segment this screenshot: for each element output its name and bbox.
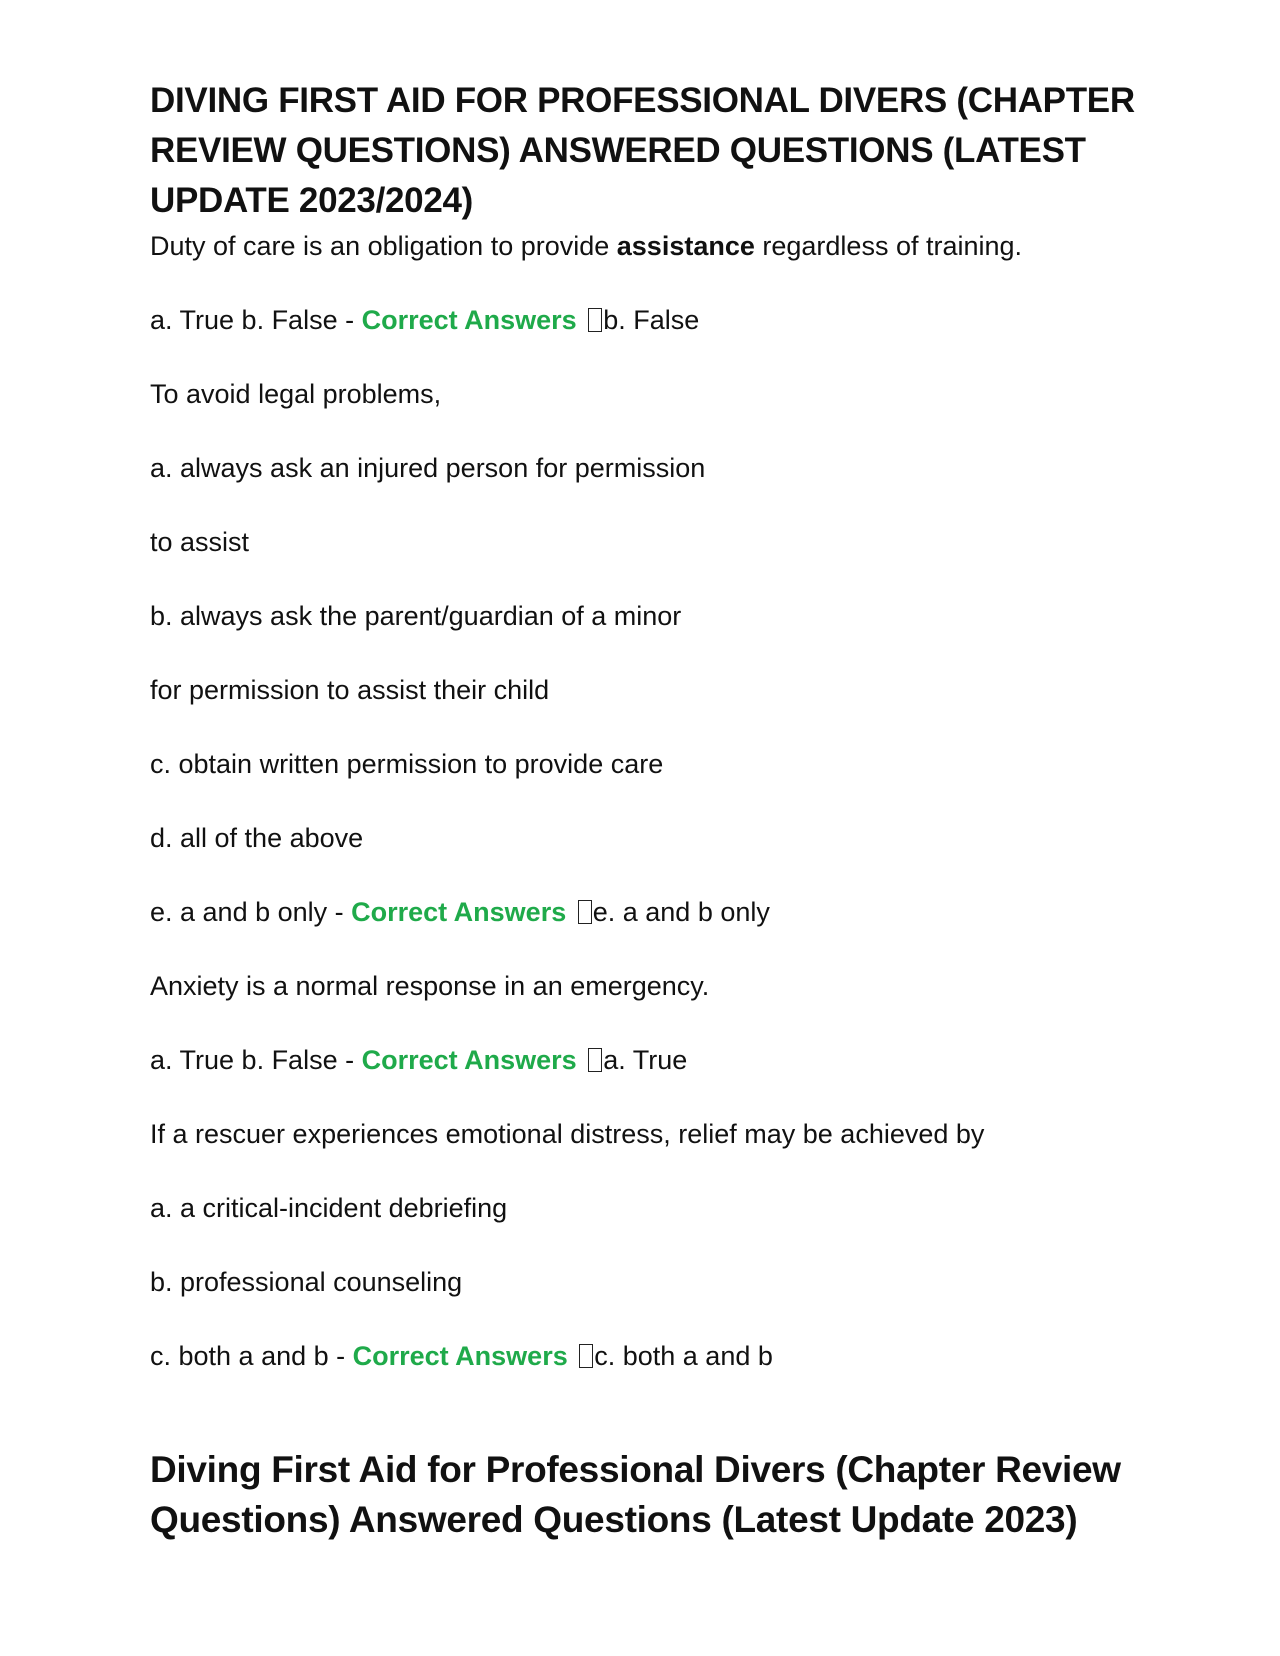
correct-answers-label: Correct Answers <box>361 305 577 335</box>
question-3-answer-line <box>150 1042 1140 1078</box>
question-2-option-a-line-2: to assist <box>150 527 250 557</box>
missing-glyph-box-icon <box>578 900 592 924</box>
question-1-answer: b. False <box>603 305 700 335</box>
question-3-answer: a. True <box>603 1045 688 1075</box>
missing-glyph-box-icon <box>588 1048 602 1072</box>
question-2-option-c: c. obtain written permission to provide care <box>150 749 664 779</box>
question-2-option-d: d. all of the above <box>150 823 364 853</box>
question-2-answer-line <box>150 894 1140 930</box>
question-1-text-end: regardless of training. <box>754 231 1023 261</box>
question-4-answer: c. both a and b <box>594 1341 773 1371</box>
question-1-text: Duty of care is an obligation to provide <box>150 231 617 261</box>
question-2-option-a-line-1: a. always ask an injured person for permission <box>150 453 706 483</box>
missing-glyph-box-icon <box>579 1344 593 1368</box>
question-4-stem: If a rescuer experiences emotional distress, relief may be achieved by <box>150 1119 985 1149</box>
missing-glyph-box-icon <box>588 308 602 332</box>
question-1-answer-line <box>150 302 1140 338</box>
question-4-option-b: b. professional counseling <box>150 1267 463 1297</box>
correct-answers-label: Correct Answers <box>352 1341 568 1371</box>
question-2-option-b-line-1: b. always ask the parent/guardian of a minor <box>150 601 682 631</box>
correct-answers-label: Correct Answers <box>361 1045 577 1075</box>
question-1-options: a. True b. False - <box>150 305 362 335</box>
question-3-options: a. True b. False - <box>150 1045 362 1075</box>
question-2-stem: To avoid legal problems, <box>150 379 442 409</box>
question-2-answer: e. a and b only <box>592 897 770 927</box>
question-3-stem: Anxiety is a normal response in an emergency. <box>150 971 710 1001</box>
correct-answers-label: Correct Answers <box>351 897 567 927</box>
question-1-bold-word: assistance <box>616 231 755 261</box>
question-4-option-c: c. both a and b - <box>150 1341 353 1371</box>
question-1-stem <box>150 228 1140 264</box>
question-4-answer-line <box>150 1338 1140 1374</box>
document-page <box>150 76 1140 1412</box>
question-4-option-a: a. a critical-incident debriefing <box>150 1193 508 1223</box>
question-2-option-b-line-2: for permission to assist their child <box>150 675 550 705</box>
document-title: DIVING FIRST AID FOR PROFESSIONAL DIVERS (CHAPTER REVIEW QUESTIONS) ANSWERED QUESTIONS (LATEST UPDATE 2023/2024) <box>150 81 1135 220</box>
question-2-option-e: e. a and b only - <box>150 897 352 927</box>
footer-title: Diving First Aid for Professional Divers (Chapter Review Questions) Answered Questions (Latest Update 2023) <box>150 1449 1121 1540</box>
